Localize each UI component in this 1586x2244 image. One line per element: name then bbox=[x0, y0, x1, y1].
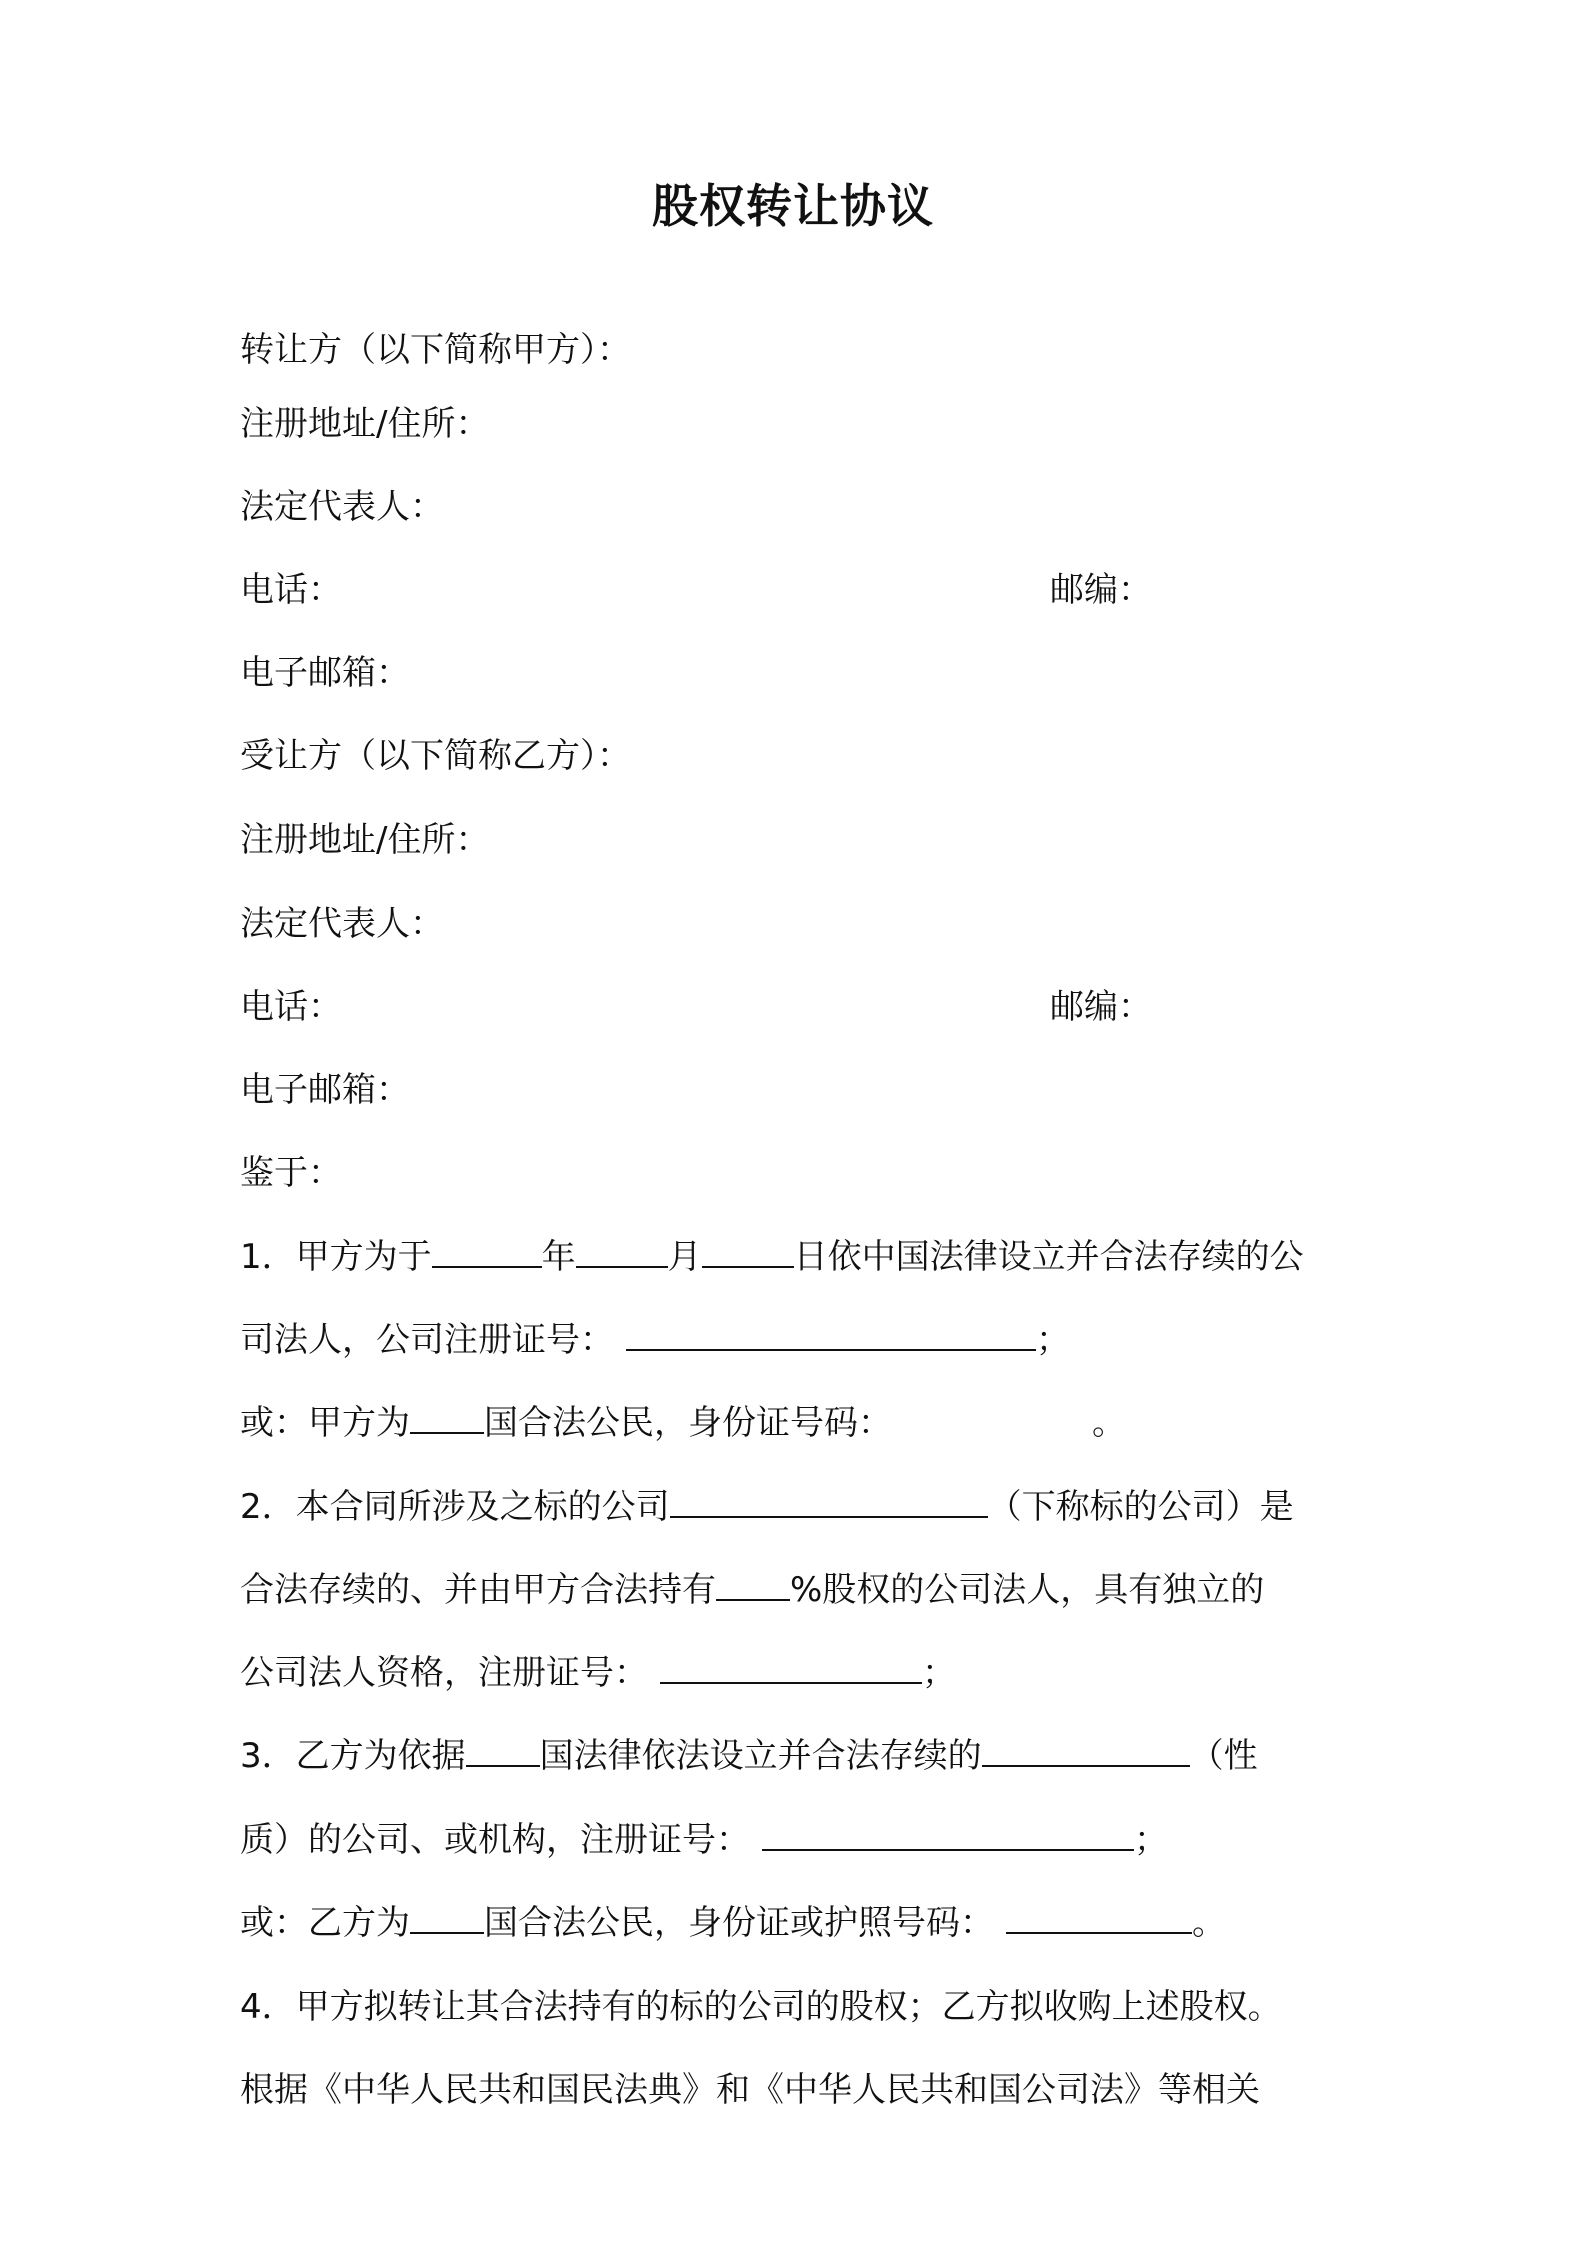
clause-2-line-2 bbox=[240, 1568, 1264, 1612]
clause-2-line-1 bbox=[240, 1485, 1294, 1529]
clause-2-text: %股权的公司法人，具有独立的 bbox=[790, 1570, 1265, 1610]
whereas-label: 鉴于： bbox=[240, 1153, 342, 1193]
clause-3-text: ； bbox=[1134, 1820, 1168, 1860]
party-b-representative-label: 法定代表人： bbox=[240, 904, 444, 944]
party-b-address-label: 注册地址/住所： bbox=[240, 820, 490, 860]
clause-1-text: 司法人，公司注册证号： bbox=[240, 1320, 614, 1360]
clause-1-text: 或：甲方为 bbox=[240, 1403, 410, 1443]
document-title: 股权转让协议 bbox=[652, 179, 934, 233]
clause-1-line-1 bbox=[240, 1235, 1304, 1279]
clause-1-line-3 bbox=[240, 1401, 1126, 1445]
party-a-address-label: 注册地址/住所： bbox=[240, 404, 490, 444]
clause-3-text: 或：乙方为 bbox=[240, 1903, 410, 1943]
party-b-postcode-label: 邮编： bbox=[1050, 987, 1152, 1027]
clause-2-text: 合法存续的、并由甲方合法持有 bbox=[240, 1570, 716, 1610]
party-a-representative-label: 法定代表人： bbox=[240, 487, 444, 527]
party-a-phone-label: 电话： bbox=[240, 570, 342, 610]
blank-share-percent[interactable] bbox=[716, 1569, 790, 1601]
blank-nature[interactable] bbox=[982, 1735, 1190, 1767]
blank-party-b-nationality[interactable] bbox=[410, 1902, 484, 1934]
party-a-email-label: 电子邮箱： bbox=[240, 653, 410, 693]
clause-3-line-3 bbox=[240, 1901, 1226, 1945]
blank-target-company[interactable] bbox=[670, 1486, 988, 1518]
clause-1-text: 国合法公民，身份证号码： bbox=[484, 1403, 892, 1443]
blank-day[interactable] bbox=[702, 1236, 794, 1268]
blank-target-registration-number[interactable] bbox=[660, 1652, 922, 1684]
clause-3-text: 国法律依法设立并合法存续的 bbox=[539, 1736, 982, 1776]
clause-2-text: ； bbox=[922, 1653, 956, 1693]
clause-1-text: ； bbox=[1036, 1320, 1070, 1360]
party-b-email-label: 电子邮箱： bbox=[240, 1070, 410, 1110]
blank-registration-number[interactable] bbox=[626, 1319, 1036, 1351]
clause-3-line-1 bbox=[240, 1734, 1258, 1778]
blank-month[interactable] bbox=[576, 1236, 668, 1268]
party-b-heading: 受让方（以下简称乙方）： bbox=[240, 736, 631, 776]
party-a-heading: 转让方（以下简称甲方）： bbox=[240, 330, 631, 370]
clause-3-text: 国合法公民，身份证或护照号码： bbox=[484, 1903, 994, 1943]
blank-passport-number[interactable] bbox=[1006, 1902, 1192, 1934]
blank-year[interactable] bbox=[432, 1236, 542, 1268]
clause-2-text: 2．本合同所涉及之标的公司 bbox=[240, 1487, 670, 1527]
clause-3-text: 质）的公司、或机构，注册证号： bbox=[240, 1820, 750, 1860]
clause-1-text: 日依中国法律设立并合法存续的公 bbox=[793, 1237, 1304, 1277]
blank-party-b-registration-number[interactable] bbox=[762, 1819, 1134, 1851]
clause-2-text: 公司法人资格，注册证号： bbox=[240, 1653, 648, 1693]
clause-1-text: 。 bbox=[1092, 1403, 1126, 1443]
clause-2-text: （下称标的公司）是 bbox=[987, 1487, 1294, 1527]
clause-3-text: 3．乙方为依据 bbox=[240, 1736, 466, 1776]
party-a-postcode-label: 邮编： bbox=[1050, 570, 1152, 610]
clause-1-text: 月 bbox=[667, 1237, 702, 1277]
clause-3-text: 。 bbox=[1192, 1903, 1226, 1943]
blank-party-b-country[interactable] bbox=[466, 1735, 540, 1767]
clause-1-text: 年 bbox=[541, 1237, 576, 1277]
clause-4-line-2: 根据《中华人民共和国民法典》和《中华人民共和国公司法》等相关 bbox=[240, 2070, 1260, 2110]
clause-4-line-1: 4．甲方拟转让其合法持有的标的公司的股权；乙方拟收购上述股权。 bbox=[240, 1987, 1282, 2027]
clause-3-text: （性 bbox=[1189, 1736, 1258, 1776]
clause-3-line-2 bbox=[240, 1818, 1168, 1862]
blank-nationality[interactable] bbox=[410, 1402, 484, 1434]
party-b-phone-label: 电话： bbox=[240, 987, 342, 1027]
clause-1-line-2 bbox=[240, 1318, 1070, 1362]
clause-1-text: 1．甲方为于 bbox=[240, 1237, 432, 1277]
clause-2-line-3 bbox=[240, 1651, 956, 1695]
